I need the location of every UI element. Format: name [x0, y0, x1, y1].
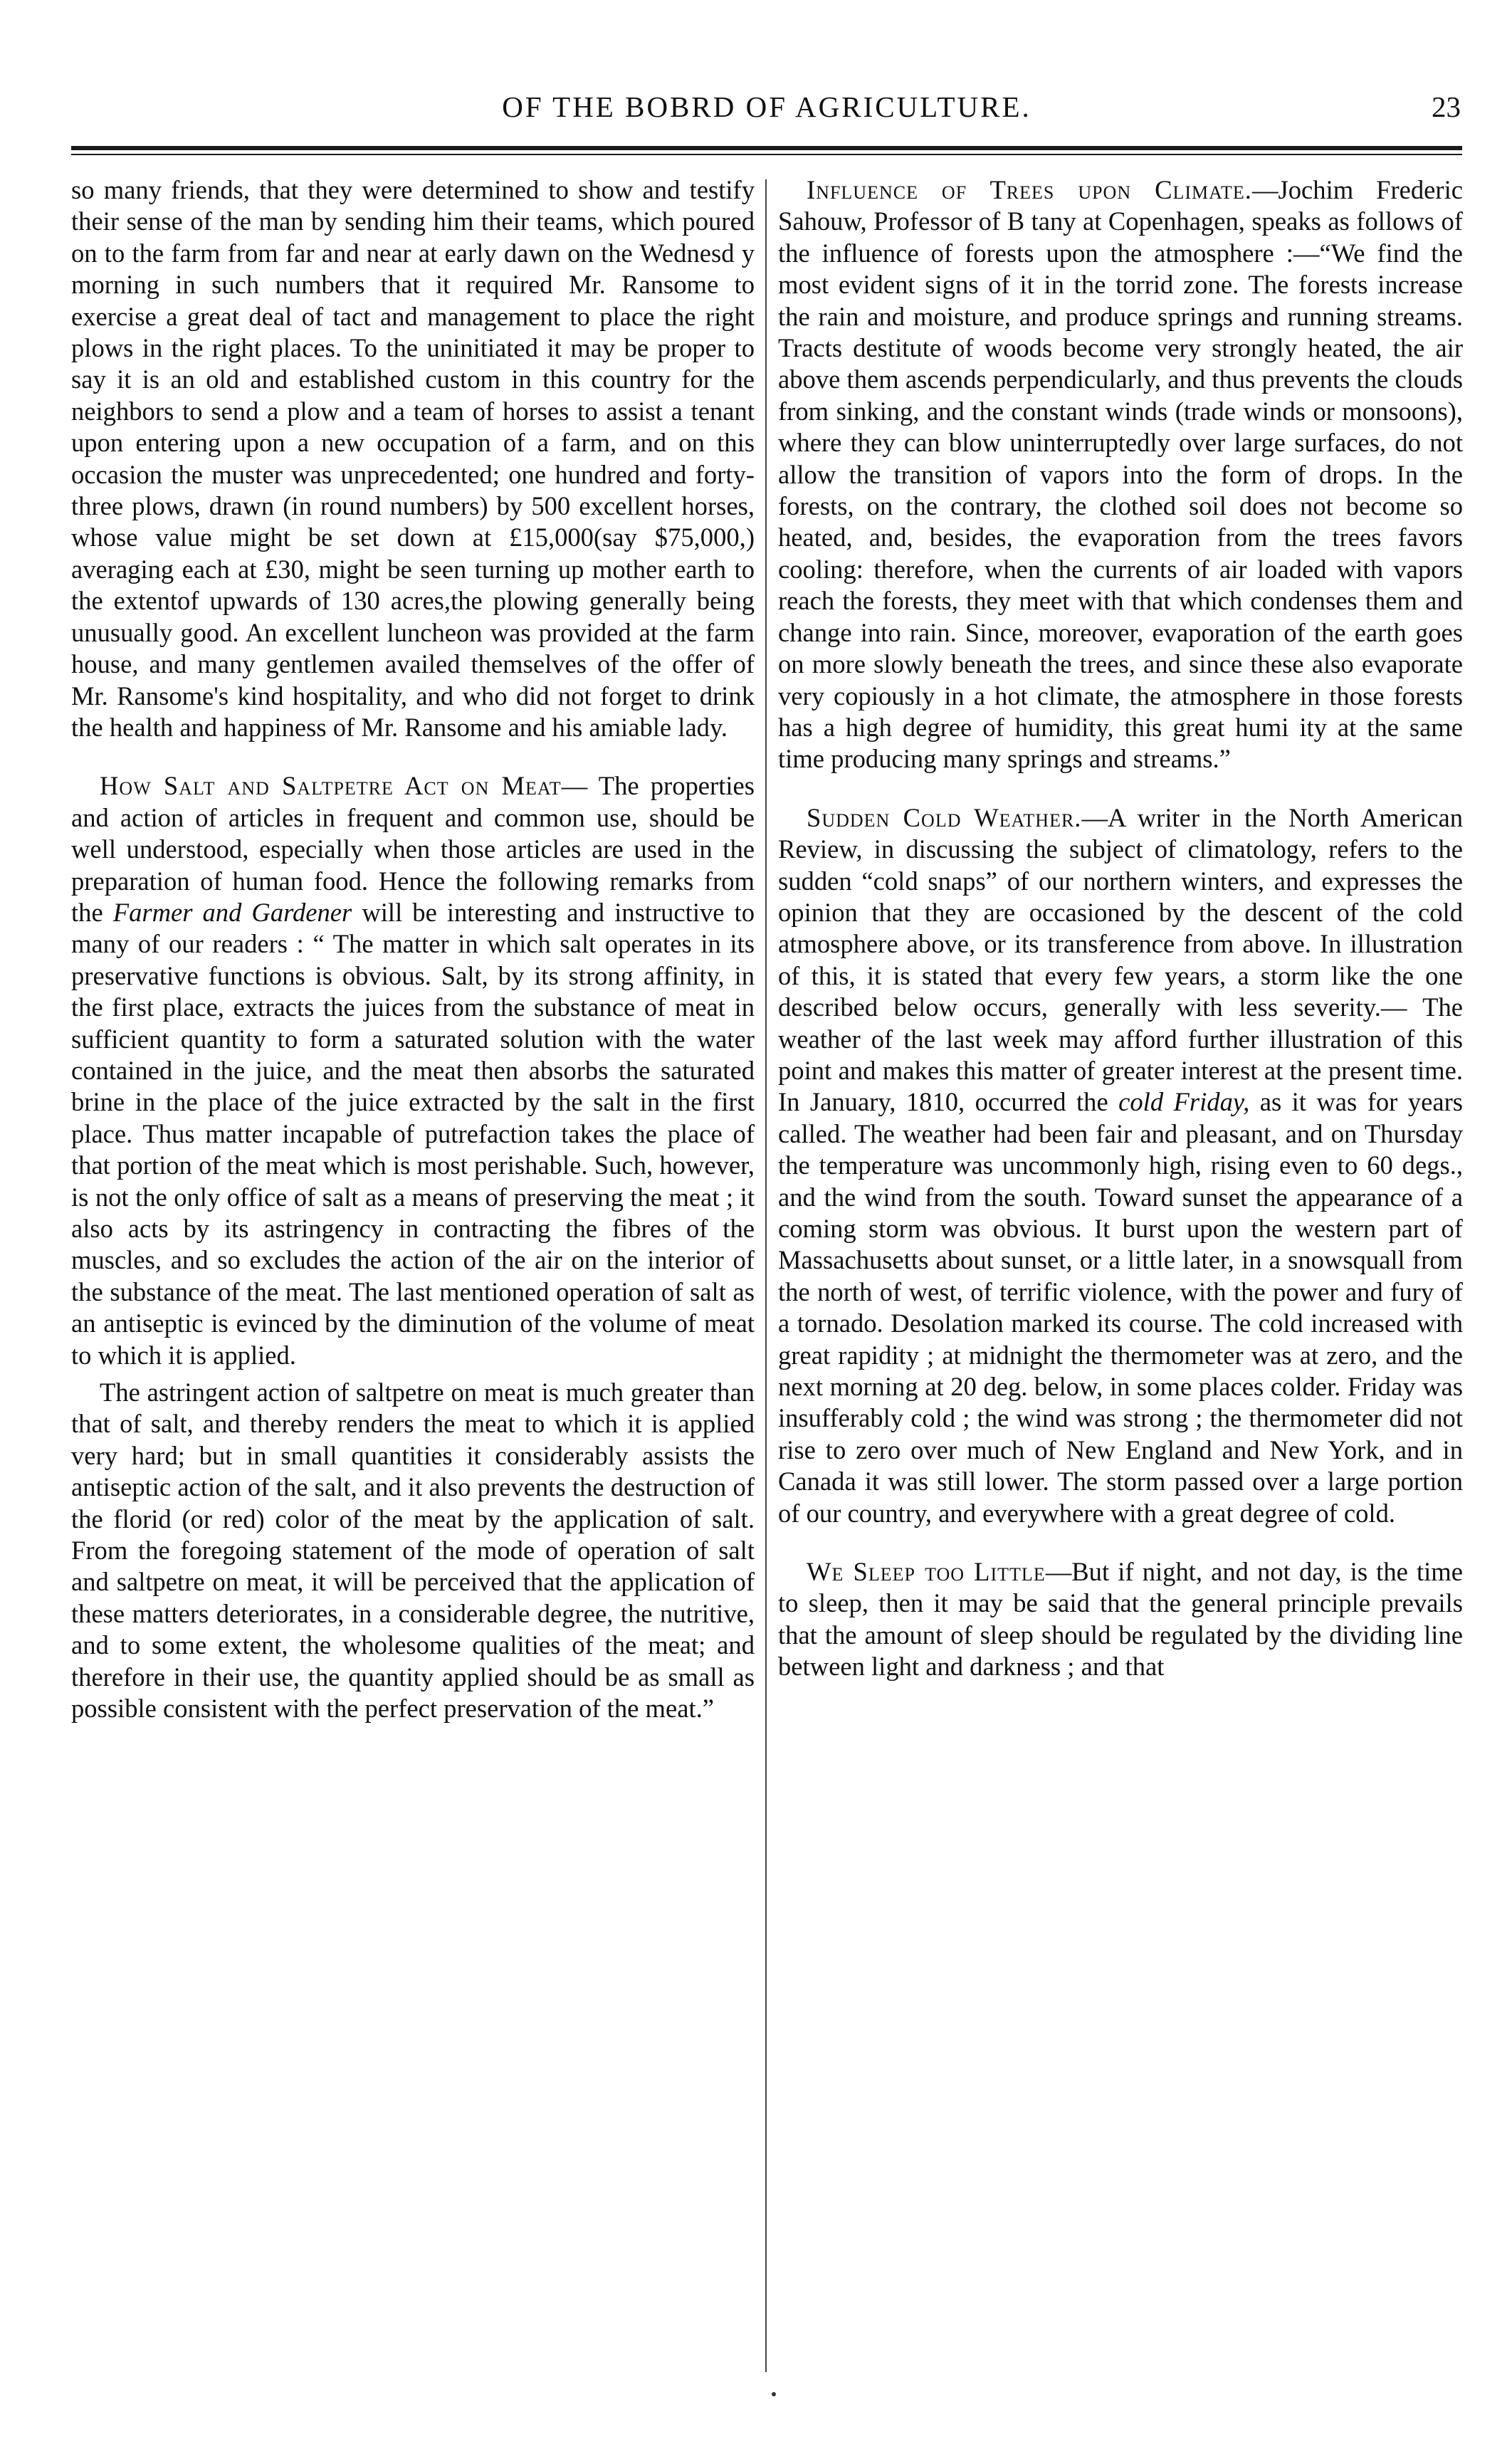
trees-article	[778, 174, 1463, 775]
salt-body-b: will be interesting and instructive to many of our readers : “ The matter in which salt operates in its preservative functions is obvious. Salt, by its strong affinity, in the first place, extracts the juices from the substance of meat in sufficient quantity to form a saturated solution with the water contained in the juice, and the meat then absorbs the saturated brine in the place of the juice extracted by the salt in the first place. Thus matter incapable of putrefaction takes the place of that portion of the meat which is most perishable. Such, however, is not the only office of salt as a means of preserving the meat ; it also acts by its astringency in contracting the fibres of the muscles, and so excludes the action of the air on the interior of the substance of the meat. The last mentioned operation of salt as an antiseptic is evinced by the diminution of the volume of meat to which it is applied.	[71, 897, 755, 1370]
sleep-article	[778, 1556, 1463, 1683]
salt-source: Farmer and Gardener	[112, 897, 352, 927]
page-number: 23	[1432, 90, 1461, 123]
print-speck	[772, 2392, 776, 2396]
header-rule-thin	[71, 154, 1462, 155]
salt-article	[71, 770, 755, 1371]
ransome-paragraph: so many friends, that they were determined to show and testify their sense of the man by sending him their teams, which poured on to the farm from far and near at early dawn on the Wednesd y morning in such numbers that it required Mr. Ransome to exercise a great deal of tact and management to place the right plows in the right places. To the uninitiated it may be proper to say it is an old and established custom in this country for the neighbors to send a plow and a team of horses to assist a tenant upon entering upon a new occupation of a farm, and on this occasion the muster was unprecedented; one hundred and forty-three plows, drawn (in round numbers) by 500 excellent horses, whose value might be set down at £15,000(say $75,000,) averaging each at £30, might be seen turning up mother earth to the extentof upwards of 130 acres,the plowing generally being unusually good. An excellent luncheon was provided at the farm house, and many gentlemen availed themselves of the offer of Mr. Ransome's kind hospitality, and who did not forget to drink the health and happiness of Mr. Ransome and his amiable lady.	[71, 175, 755, 742]
trees-body: —Jochim Frederic Sahouw, Professor of B tany at Copenhagen, speaks as follows of the influence of forests upon the atmosphere :—“We find the most evident signs of it in the torrid zone. The forests increase the rain and moisture, and produce springs and running streams. Tracts destitute of woods become very strongly heated, the air above them ascends perpendicularly, and thus prevents the clouds from sinking, and the constant winds (trade winds or monsoons), where they can blow uninterruptedly over large surfaces, do not allow the transition of vapors into the form of drops. In the forests, on the contrary, the clothed soil does not become so heated, and, besides, the evaporation from the trees favors cooling: therefore, when the currents of air loaded with vapors reach the forests, they meet with that which condenses them and change into rain. Since, moreover, evaporation of the earth goes on more slowly beneath the trees, and since these also evaporate very copiously in a hot climate, the atmosphere in those forests has a high degree of humidity, this great humi ity at the same time producing many springs and streams.”	[778, 175, 1463, 774]
cold-weather-article	[778, 802, 1463, 1529]
cold-friday: cold Friday,	[1118, 1087, 1250, 1117]
cold-body-a: —A writer in the North American Review, in discussing the subject of climatology, refers to the sudden “cold snaps” of our northern winters, and expresses the opinion that they are occasioned by the descent of the cold atmosphere above, or its transference from above. In illustration of this, it is stated that every few years, a storm like the one described below occurs, generally with less severity.— The weather of the last week may afford further illustration of this point and makes this matter of greater interest at the present time. In January, 1810, occurred the	[778, 802, 1463, 1117]
saltpetre-paragraph: The astringent action of saltpetre on meat is much greater than that of salt, and thereby renders the meat to which it is applied very hard; but in small quantities it considerably assists the antiseptic action of the salt, and it also prevents the destruction of the florid (or red) color of the meat by the application of salt. From the foregoing statement of the mode of operation of salt and saltpetre on meat, it will be perceived that the application of these matters deteriorates, in a considerable degree, the nutritive, and to some extent, the wholesome qualities of the meat; and therefore in their use, the quantity applied should be as small as possible consistent with the perfect preservation of the meat.”	[71, 1378, 755, 1724]
left-column	[71, 174, 755, 1725]
sleep-heading: We Sleep too Little	[807, 1557, 1046, 1587]
running-head	[71, 85, 1462, 135]
running-title: OF THE BOBRD OF AGRICULTURE.	[502, 90, 1031, 123]
sleep-body: —But if night, and not day, is the time to sleep, then it may be said that the general principle prevails that the amount of sleep should be regulated by the dividing line between light and darkness ; and that	[778, 1557, 1463, 1682]
right-column	[778, 174, 1463, 1683]
cold-body-b: as it was for years called. The weather had been fair and pleasant, and on Thursday the temperature was uncommonly high, rising even to 60 degs., and the wind from the south. Toward sunset the appearance of a coming storm was obvious. It burst upon the western part of Massachusetts about sunset, or a little later, in a snowsquall from the north of west, of terrific violence, with the power and fury of a tornado. Desolation marked its course. The cold increased with great rapidity ; at midnight the thermometer was at zero, and the next morning at 20 deg. below, in some places colder. Friday was insufferably cold ; the wind was strong ; the thermometer did not rise to zero over much of New England and New York, and in Canada it was still lower. The storm passed over a large portion of our country, and everywhere with a great degree of cold.	[778, 1087, 1463, 1528]
cold-heading: Sudden Cold Weather.	[807, 802, 1082, 832]
trees-heading: Influence of Trees upon Climate.	[807, 175, 1252, 204]
column-divider	[765, 179, 767, 2372]
salt-body-a: — The properties and action of articles in frequent and common use, should be well understood, especially when those articles are used in the preparation of human food. Hence the following remarks from the	[71, 771, 755, 927]
salt-heading: How Salt and Saltpetre Act on Meat	[100, 771, 562, 801]
header-rule-thick	[71, 146, 1462, 150]
